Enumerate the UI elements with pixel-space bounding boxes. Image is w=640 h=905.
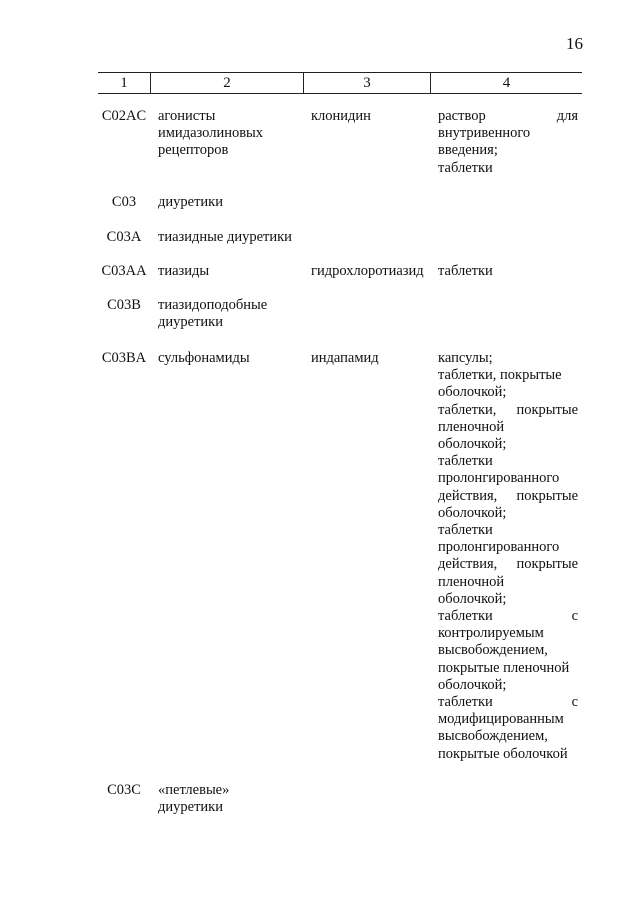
cell-line: таблетки	[438, 453, 493, 470]
cell-word: для	[556, 108, 578, 124]
cell-line: высвобождением,	[438, 728, 548, 745]
cell-line: агонисты	[158, 108, 216, 124]
cell-line: сульфонамиды	[158, 350, 250, 366]
cell-line: таблетки	[438, 263, 493, 279]
cell-line: таблетки	[438, 522, 493, 539]
cell-word: покрытые	[516, 401, 578, 418]
cell-word: с	[571, 694, 578, 711]
cell-line: модифицированным	[438, 711, 564, 728]
cell-line: введения;	[438, 142, 498, 159]
cell-word: таблетки	[438, 694, 493, 711]
cell-word: покрытые	[516, 487, 578, 504]
cell-line: тиазиды	[158, 263, 210, 279]
atc-code: C02AC	[101, 108, 147, 124]
dosage-forms	[438, 350, 578, 763]
cell-line: таблетки	[438, 159, 493, 176]
page-number: 16	[566, 34, 583, 53]
cell-line: имидазолиновых	[158, 125, 264, 142]
atc-code: C03BA	[101, 350, 147, 366]
group-name	[158, 297, 308, 331]
table-header	[98, 72, 582, 94]
cell-line	[438, 402, 578, 419]
cell-line: «петлевые»	[158, 782, 230, 798]
cell-line: таблетки, покрытые	[438, 367, 562, 384]
cell-line: пленочной	[438, 418, 505, 435]
cell-line: покрытые оболочкой	[438, 745, 568, 762]
group-name	[158, 108, 308, 160]
cell-line: капсулы;	[438, 350, 493, 366]
cell-line: оболочкой;	[438, 590, 507, 607]
cell-line	[438, 488, 578, 505]
cell-line: покрытые пленочной	[438, 659, 570, 676]
cell-line	[438, 556, 578, 573]
cell-line: пролонгированного	[438, 470, 560, 487]
atc-code: C03AA	[101, 263, 147, 279]
group-name	[158, 229, 308, 246]
cell-line: диуретики	[158, 799, 223, 816]
cell-line: диуретики	[158, 194, 223, 210]
atc-code: C03A	[106, 229, 142, 245]
group-name	[158, 263, 308, 280]
cell-line: тиазидные диуретики	[158, 229, 292, 245]
cell-word: раствор	[438, 108, 486, 124]
cell-line: пролонгированного	[438, 539, 560, 556]
group-name	[158, 782, 308, 816]
cell-line: оболочкой;	[438, 676, 507, 693]
cell-line	[438, 108, 578, 125]
dosage-forms	[438, 108, 578, 177]
header-col-3: 3	[363, 75, 371, 91]
drug-name: индапамид	[311, 350, 379, 366]
cell-line	[438, 608, 578, 625]
drug-name: гидрохлоротиазид	[311, 263, 424, 279]
cell-word: таблетки	[438, 608, 493, 625]
atc-code: C03	[111, 194, 137, 210]
cell-word: с	[571, 608, 578, 625]
cell-line: внутривенного	[438, 125, 531, 142]
group-name	[158, 194, 308, 211]
header-col-1: 1	[120, 75, 128, 91]
cell-line: оболочкой;	[438, 436, 507, 453]
header-col-4: 4	[502, 75, 511, 91]
cell-line: оболочкой;	[438, 504, 507, 521]
cell-word: действия,	[438, 556, 498, 573]
cell-line: оболочкой;	[438, 384, 507, 401]
cell-line	[438, 694, 578, 711]
cell-line: рецепторов	[158, 142, 229, 159]
cell-word: действия,	[438, 487, 498, 504]
header-col-2: 2	[223, 75, 231, 91]
cell-line: тиазидоподобные	[158, 297, 268, 313]
atc-code: C03B	[107, 297, 141, 313]
cell-line: диуретики	[158, 314, 223, 331]
cell-word: покрытые	[516, 556, 578, 573]
group-name	[158, 350, 308, 367]
dosage-forms	[438, 263, 578, 280]
drug-name: клонидин	[311, 108, 371, 124]
cell-word: таблетки,	[438, 401, 497, 418]
cell-line: контролируемым	[438, 625, 544, 642]
cell-line: пленочной	[438, 573, 505, 590]
atc-code: C03C	[107, 782, 141, 798]
cell-line: высвобождением,	[438, 642, 548, 659]
